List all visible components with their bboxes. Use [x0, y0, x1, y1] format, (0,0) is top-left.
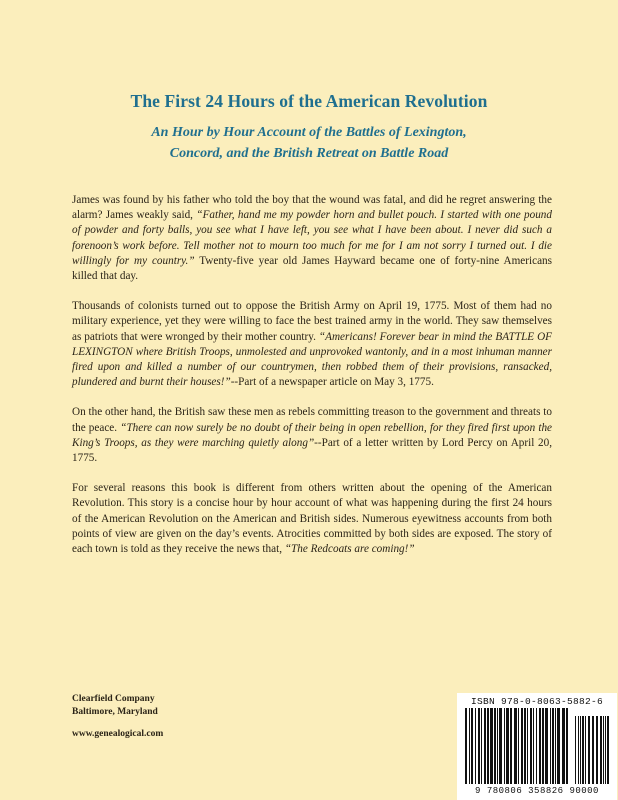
paragraph-british-view: [72, 405, 552, 466]
quotation: “Americans! Forever bear in mind the BATTLE OF LEXINGTON where British Troops, unmolested and unprovoked wantonly, and in a most inhuman manner fired upon and killed a number of our countrymen, then robbed them of their provisions, ransacked, plundered and burnt their houses!”: [72, 330, 553, 389]
paragraph-text: For several reasons this book is different from others written about the opening of the American Revolution. This story is a concise hour by hour account of what was happening during the first 24 hours of the American Revolution on the American and British sides. Numerous eyewitness accounts from both points of view are given on the day’s events. Atrocities committed by both sides are exposed. The story of each town is told as they receive the news that,: [72, 482, 552, 556]
paragraph-text: On the other hand, the British saw these men as rebels committing treason to the government and threats to the peace.: [72, 406, 552, 434]
isbn-barcode: [457, 693, 617, 800]
paragraph-text: --Part of a newspaper article on May 3, 1775.: [230, 376, 434, 389]
publisher-name: Clearfield Company: [72, 694, 155, 704]
publisher-website: www.genealogical.com: [72, 729, 164, 739]
paragraph-text: Thousands of colonists turned out to oppose the British Army on April 19, 1775. Most of them had no military experience, yet they were willing to face the best trained army in the world. They saw themselves as patriots that were wronged by their mother country.: [72, 300, 552, 343]
addon-number: 90000: [569, 786, 599, 796]
paragraph-text: Twenty-five year old James Hayward became one of forty-nine Americans killed that day.: [72, 254, 552, 283]
barcode-digits: [457, 786, 617, 796]
book-subtitle-line-2: Concord, and the British Retreat on Battle Road: [169, 146, 449, 161]
paragraph-james-hayward: [72, 193, 552, 284]
book-subtitle-line-1: An Hour by Hour Account of the Battles of Lexington,: [151, 125, 467, 140]
ean-number: 9 780806 358826: [475, 786, 564, 796]
quotation: “There can now surely be no doubt of their being in open rebellion, for they fired first upon the King’s Troops, as they were marching quietly along”: [72, 421, 553, 449]
book-title: The First 24 Hours of the American Revolution: [130, 91, 488, 111]
paragraph-text: James was found by his father who told the boy that the wound was fatal, and did he regret answering the alarm? James weakly said,: [72, 194, 552, 222]
quotation: “The Redcoats are coming!”: [284, 543, 415, 556]
back-cover-blurb: [72, 193, 552, 572]
paragraph-colonists: [72, 299, 552, 390]
publisher-block: [72, 693, 158, 718]
barcode-bars: [463, 708, 611, 786]
quotation: “Father, hand me my powder horn and bullet pouch. I started with one pound of powder and forty balls, you see what I have left, you see what I have been about. I never did such a forenoon’s work before. Tell mother not to mourn too much for me for I am not sorry I turned out. I die willingly for my country.”: [72, 209, 552, 267]
isbn-label: ISBN 978-0-8063-5882-6: [470, 696, 604, 707]
paragraph-book-summary: [72, 481, 552, 557]
publisher-location: Baltimore, Maryland: [72, 706, 158, 717]
paragraph-text: --Part of a letter written by Lord Percy on April 20, 1775.: [72, 436, 552, 465]
